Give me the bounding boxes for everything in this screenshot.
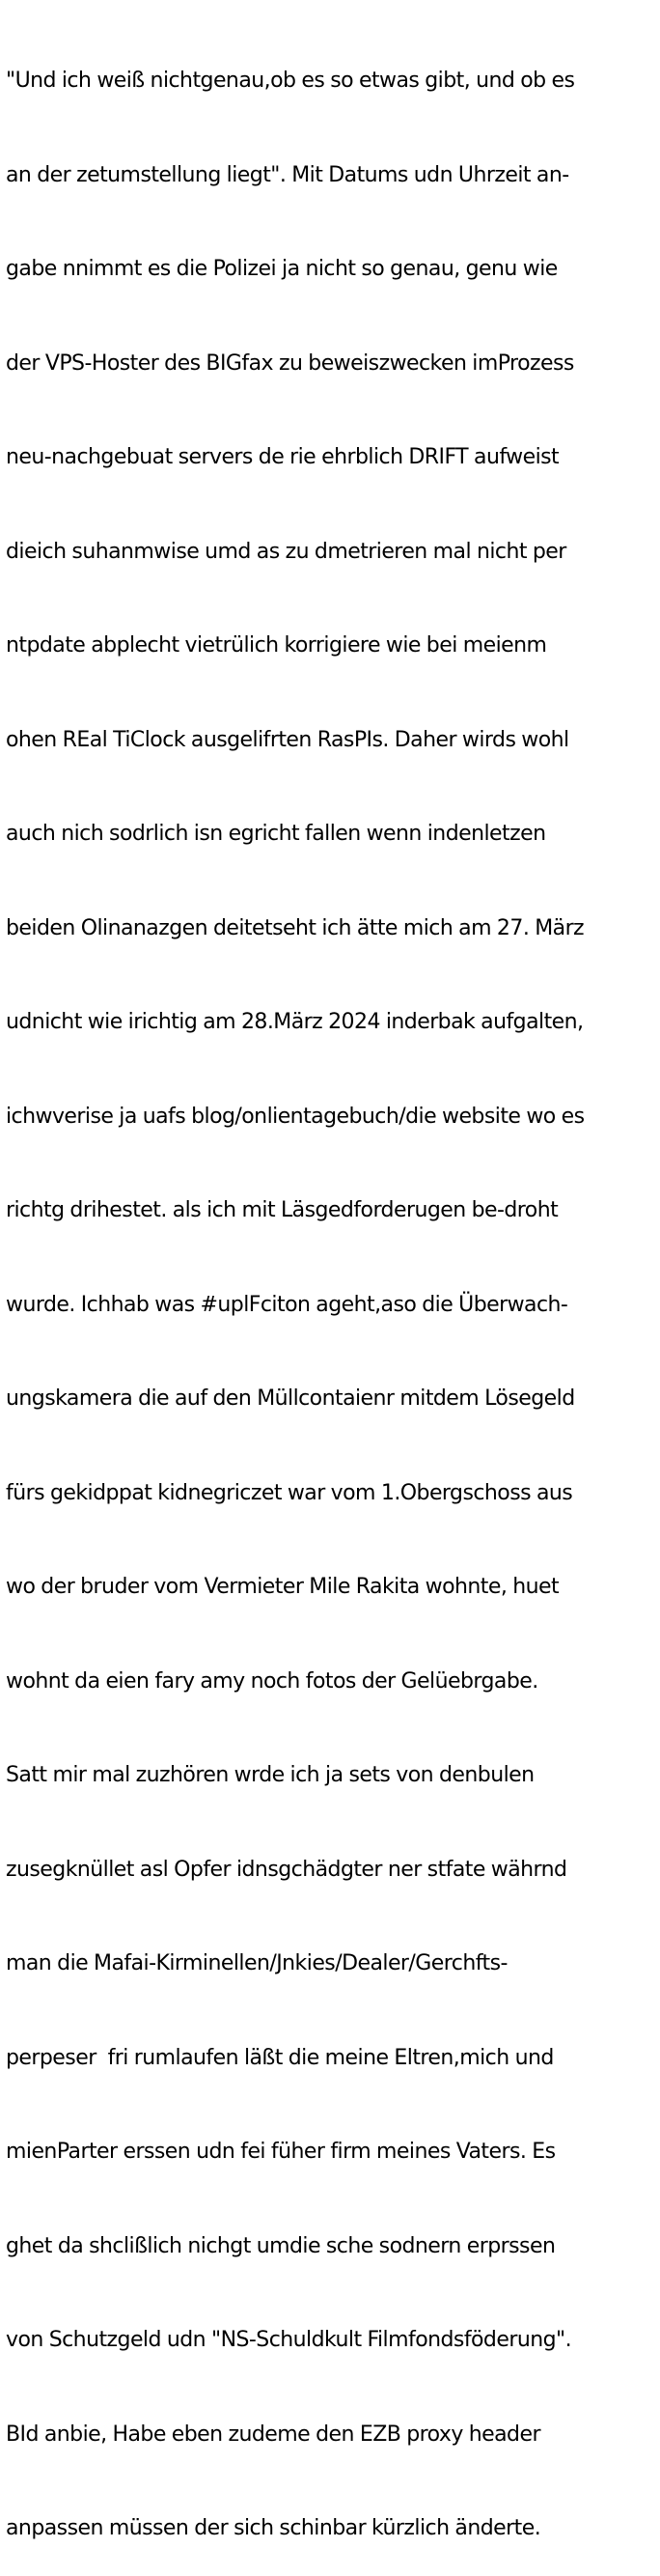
text-line: wo der bruder vom Vermieter Mile Rakita wohnte, huet (6, 1575, 560, 1599)
text-line: auch nich sodrlich isn egricht fallen wenn indenletzen (6, 822, 546, 846)
text-line: BId anbie, Habe eben zudeme den EZB proxy header (6, 2422, 540, 2447)
document-text (6, 3, 658, 2576)
text-line: ungskamera die auf den Müllcontaienr mitdem Lösegeld (6, 1386, 575, 1411)
text-line: wurde. Ichhab was #uplFciton ageht,aso die Überwach- (6, 1292, 568, 1317)
text-line: "Und ich weiß nichtgenau,ob es so etwas gibt, und ob es (6, 69, 575, 93)
text-line: dieich suhanmwise umd as zu dmetrieren mal nicht per (6, 539, 566, 564)
text-line: udnicht wie irichtig am 28.März 2024 inderbak aufgalten, (6, 1010, 584, 1034)
text-line: der VPS-Hoster des BIGfax zu beweiszwecken imProzess (6, 350, 574, 376)
text-line: mienParter erssen udn fei füher firm meines Vaters. Es (6, 2140, 556, 2164)
text-line: perpeser fri rumlaufen läßt die meine Eltren,mich und (6, 2045, 554, 2070)
text-line: zusegknüllet asl Opfer idnsgchädgter ner stfate währnd (6, 1857, 567, 1882)
text-line: von Schutzgeld udn "NS-Schuldkult Filmfondsföderung". (6, 2328, 572, 2352)
text-line: man die Mafai-Kirminellen/Jnkies/Dealer/Gerchfts- (6, 1951, 508, 1975)
text-line: anpassen müssen der sich schinbar kürzlich änderte. (6, 2516, 541, 2540)
text-line: gabe nnimmt es die Polizei ja nicht so genau, genu wie (6, 257, 558, 281)
text-line: fürs gekidppat kidnegriczet war vom 1.Obergschoss aus (6, 1480, 573, 1505)
text-line: Satt mir mal zuzhören wrde ich ja sets von denbulen (6, 1763, 535, 1787)
text-line: an der zetumstellung liegt". Mit Datums udn Uhrzeit an- (6, 162, 569, 187)
text-line: ohen REal TiClock ausgelifrten RasPIs. Daher wirds wohl (6, 727, 569, 752)
text-line: wohnt da eien fary amy noch fotos der Gelüebrgabe. (6, 1668, 538, 1694)
text-line: ntpdate abplecht vietrülich korrigiere wie bei meienm (6, 633, 547, 658)
text-line: ichwverise ja uafs blog/onlientagebuch/die website wo es (6, 1104, 585, 1129)
text-line: richtg drihestet. als ich mit Läsgedforderugen be-droht (6, 1198, 559, 1222)
text-line: beiden Olinanazgen deitetseht ich ätte mich am 27. März (6, 915, 585, 940)
text-line: ghet da shclißlich nichgt umdie sche sodnern erprssen (6, 2233, 556, 2258)
text-line: neu-nachgebuat servers de rie ehrblich DRIFT aufweist (6, 445, 560, 469)
